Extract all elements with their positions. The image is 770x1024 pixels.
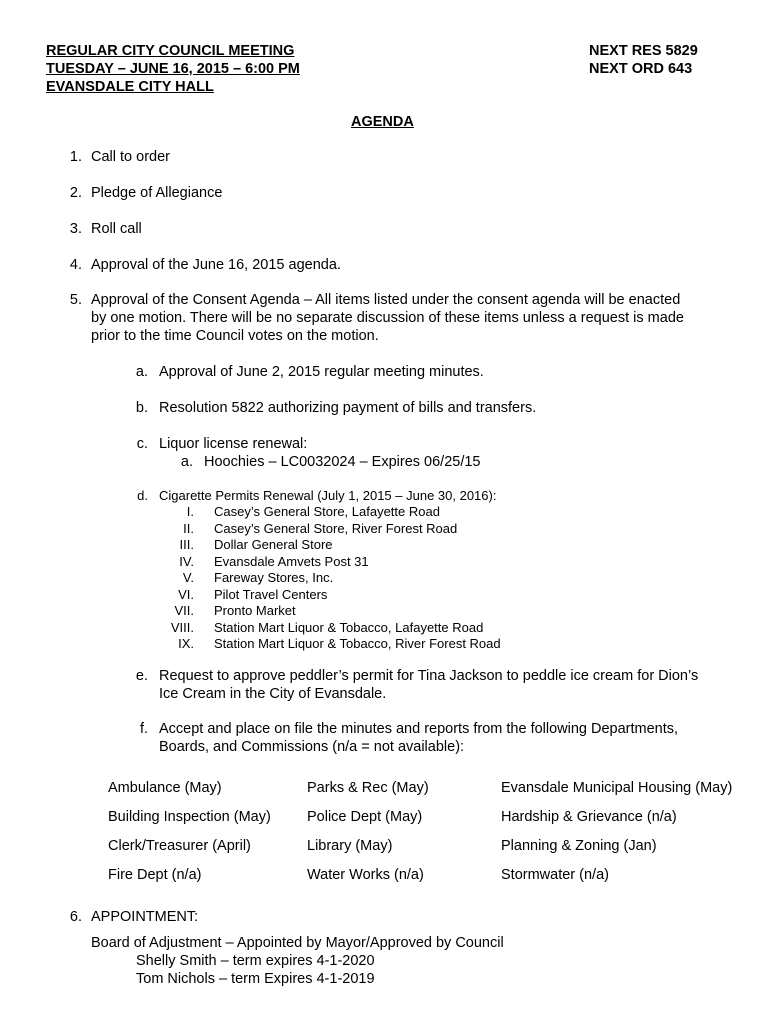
- appointee: Tom Nichols – term Expires 4-1-2019: [136, 971, 375, 987]
- permit-text: Evansdale Amvets Post 31: [214, 553, 369, 569]
- department-report: Planning & Zoning (Jan): [501, 838, 657, 854]
- meeting-location: EVANSDALE CITY HALL: [46, 79, 214, 95]
- item-text: Pledge of Allegiance: [91, 185, 223, 201]
- list-item: [150, 521, 501, 538]
- item-number: 3.: [69, 221, 82, 237]
- permit-number: I.: [186, 504, 194, 519]
- subitem-label: d.: [137, 488, 148, 503]
- permit-number: VI.: [178, 586, 194, 602]
- permit-text: Pronto Market: [214, 603, 296, 618]
- list-item: [150, 620, 501, 637]
- permit-text: Casey’s General Store, Lafayette Road: [214, 504, 440, 519]
- subitem-text: Liquor license renewal:: [159, 436, 308, 452]
- department-report: Fire Dept (n/a): [108, 867, 202, 883]
- meeting-title: REGULAR CITY COUNCIL MEETING: [46, 43, 295, 59]
- department-report: Evansdale Municipal Housing (May): [501, 780, 733, 796]
- item-number: 6.: [69, 909, 82, 925]
- permit-number: IX.: [178, 636, 194, 651]
- list-item: [150, 570, 501, 587]
- permit-number: V.: [182, 570, 194, 585]
- department-report: Parks & Rec (May): [307, 780, 429, 796]
- item-text: Roll call: [91, 221, 142, 237]
- list-item: [150, 554, 501, 571]
- subitem-label: a.: [135, 364, 148, 380]
- department-report: Hardship & Grievance (n/a): [501, 809, 677, 825]
- next-numbers: [589, 42, 698, 78]
- item-number: 5.: [69, 292, 82, 308]
- permit-number: VII.: [174, 603, 194, 618]
- subitem-label: f.: [139, 721, 148, 737]
- subitem-label: c.: [136, 436, 148, 452]
- subitem-text: Approval of June 2, 2015 regular meeting minutes.: [159, 364, 484, 380]
- permit-text: Dollar General Store: [214, 537, 333, 552]
- appointee: Shelly Smith – term expires 4-1-2020: [136, 953, 375, 969]
- department-report: Library (May): [307, 838, 393, 854]
- permit-text: Station Mart Liquor & Tobacco, River Forest Road: [214, 636, 501, 651]
- department-report: Clerk/Treasurer (April): [108, 838, 251, 854]
- meeting-date: TUESDAY – JUNE 16, 2015 – 6:00 PM: [46, 61, 300, 77]
- peddler-permit-request: [159, 667, 698, 703]
- agenda-title: AGENDA: [351, 114, 414, 130]
- list-item: [150, 537, 501, 554]
- item-text: Approval of the June 16, 2015 agenda.: [91, 257, 341, 273]
- permit-text: Casey’s General Store, River Forest Road: [214, 520, 458, 536]
- next-res: NEXT RES 5829: [589, 43, 698, 59]
- permit-text: Pilot Travel Centers: [214, 586, 328, 602]
- subitem-label: b.: [135, 400, 148, 416]
- subitem-label: e.: [135, 668, 148, 684]
- text-line: Approval of the Consent Agenda – All items listed under the consent agenda will be enacted: [91, 292, 681, 308]
- subitem-label: a.: [180, 454, 193, 470]
- text-line: Request to approve peddler’s permit for Tina Jackson to peddle ice cream for Dion’s: [159, 668, 699, 684]
- permit-list: [150, 504, 501, 653]
- department-report: Building Inspection (May): [108, 809, 271, 825]
- text-line: Boards, and Commissions (n/a = not available):: [159, 739, 465, 755]
- permit-number: III.: [179, 537, 194, 552]
- item-number: 1.: [69, 149, 82, 165]
- list-item: [150, 504, 501, 521]
- next-ord: NEXT ORD 643: [589, 61, 693, 77]
- department-report: Water Works (n/a): [307, 867, 424, 883]
- department-report: Police Dept (May): [307, 809, 423, 825]
- permit-number: IV.: [179, 553, 194, 569]
- board-of-adjustment: Board of Adjustment – Appointed by Mayor/Approved by Council: [91, 935, 504, 951]
- item-text: Call to order: [91, 149, 170, 165]
- list-item: [150, 587, 501, 604]
- text-line: by one motion. There will be no separate discussion of these items unless a request is made: [91, 310, 684, 326]
- item-number: 2.: [69, 185, 82, 201]
- department-report: Stormwater (n/a): [501, 867, 609, 883]
- list-item: [150, 603, 501, 620]
- meeting-header: [46, 42, 300, 96]
- reports-description: [159, 720, 678, 756]
- permit-text: Fareway Stores, Inc.: [214, 570, 334, 585]
- text-line: prior to the time Council votes on the motion.: [91, 328, 379, 344]
- item-number: 4.: [69, 257, 82, 273]
- subitem-text: Resolution 5822 authorizing payment of bills and transfers.: [159, 400, 537, 416]
- department-report: Ambulance (May): [108, 780, 222, 796]
- text-line: Ice Cream in the City of Evansdale.: [159, 686, 387, 702]
- permit-number: VIII.: [170, 619, 194, 635]
- text-line: Accept and place on file the minutes and reports from the following Departments,: [159, 721, 679, 737]
- subitem-text: Cigarette Permits Renewal (July 1, 2015 – June 30, 2016):: [159, 488, 497, 503]
- list-item: [150, 636, 501, 653]
- liquor-license-entry: Hoochies – LC0032024 – Expires 06/25/15: [204, 454, 481, 470]
- appointment-title: APPOINTMENT:: [91, 909, 199, 925]
- consent-agenda-description: [91, 291, 684, 345]
- permit-text: Station Mart Liquor & Tobacco, Lafayette Road: [214, 619, 484, 635]
- permit-number: II.: [183, 520, 194, 536]
